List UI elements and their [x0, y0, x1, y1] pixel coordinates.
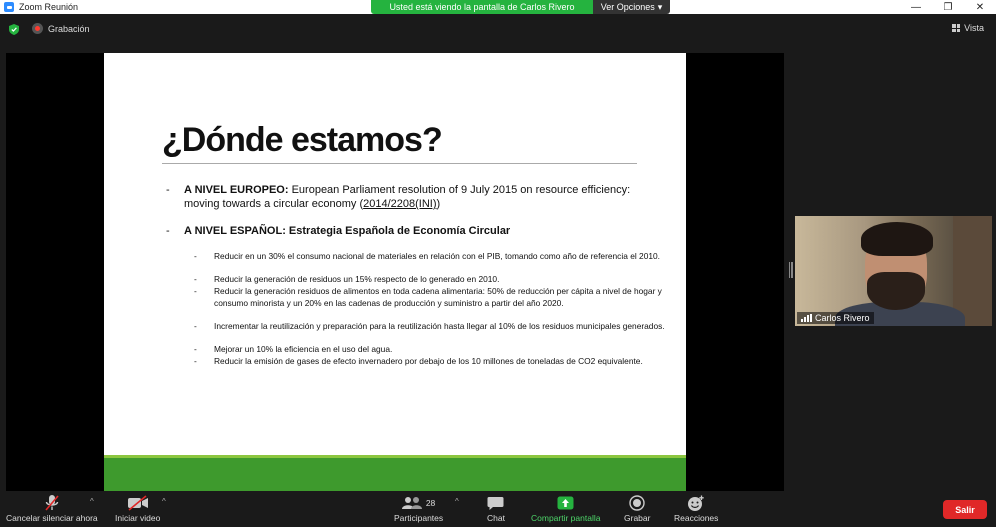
- video-camera-off-icon: [127, 495, 149, 511]
- view-label: Vista: [964, 23, 984, 33]
- window-controls: [900, 0, 996, 14]
- participants-button[interactable]: [394, 493, 443, 523]
- meeting-topbar: [0, 14, 996, 44]
- window-title: Zoom Reunión: [19, 2, 79, 12]
- record-dot-icon: [32, 23, 43, 34]
- resolution-link[interactable]: 2014/2208(INI): [363, 198, 437, 210]
- record-button[interactable]: [624, 493, 650, 523]
- participant-video-tile[interactable]: [795, 216, 992, 326]
- view-options-label: Ver Opciones: [600, 2, 655, 12]
- close-button[interactable]: ✕: [975, 1, 985, 13]
- recording-label: Grabación: [48, 23, 90, 34]
- unmute-button[interactable]: [6, 493, 98, 523]
- grid-view-icon: [952, 24, 960, 32]
- recording-indicator[interactable]: [32, 23, 90, 34]
- restore-button[interactable]: ❐: [943, 1, 953, 13]
- share-screen-label: Compartir pantalla: [531, 513, 601, 523]
- record-label: Grabar: [624, 513, 651, 523]
- share-banner-text: Usted está viendo la pantalla de Carlos Rivero: [371, 0, 593, 14]
- emoji-reaction-icon: [687, 495, 705, 512]
- meeting-toolbar: [0, 491, 996, 527]
- record-icon: [629, 495, 645, 511]
- slide-title: ¿Dónde estamos?: [162, 121, 442, 159]
- signal-bars-icon: [801, 314, 812, 322]
- view-button[interactable]: [952, 23, 984, 33]
- zoom-logo-icon: [4, 2, 14, 12]
- participants-count: 28: [425, 498, 436, 508]
- chat-label: Chat: [487, 513, 505, 523]
- audio-options-caret[interactable]: ^: [90, 497, 94, 506]
- start-video-button[interactable]: [115, 493, 160, 523]
- share-screen-icon: [557, 496, 574, 511]
- bullet-european-head: A NIVEL EUROPEO:: [184, 184, 289, 196]
- participants-options-caret[interactable]: ^: [455, 497, 459, 506]
- share-banner: [371, 0, 670, 14]
- panel-resize-handle[interactable]: [789, 262, 793, 278]
- slide-footer-band: [104, 458, 686, 491]
- minimize-button[interactable]: —: [911, 1, 921, 13]
- slide-divider: [162, 163, 637, 164]
- bullet-european-text: European Parliament resolution of 9 July 2015 on resource efficiency: moving towards a circular economy (: [184, 184, 631, 210]
- participant-name: Carlos Rivero: [815, 313, 870, 323]
- microphone-muted-icon: [44, 494, 60, 512]
- leave-button[interactable]: Salir: [943, 500, 987, 519]
- participants-icon: [402, 496, 422, 510]
- chevron-down-icon: ▾: [657, 1, 663, 12]
- reactions-label: Reacciones: [674, 513, 719, 523]
- start-video-label: Iniciar video: [115, 513, 161, 523]
- participant-name-tag: [797, 312, 874, 324]
- shared-slide: ¿Dónde estamos? - A NIVEL EUROPEO: European Parliament resolution of 9 July 2015 on resource efficiency: moving towards a circular economy (2014/2208(INI)) - A NIVEL ESPAÑOL: Estrategia Española de Economía Circular - Reducir en un 30% el consumo nacional de materiales en relación con el PIB, tomando como año de referencia el 2010. - Reducir la generación de residuos un 15% respecto de lo generado en 2010. - Reducir la generación residuos de alimentos en toda cadena alimentaria: 50% de reducción per cápita a nivel de hogar y consumo minorista y un 20% en las cadenas de producción y suministro a partir del año 2020. - Incrementar la reutilización y preparación para la reutilización hasta llegar al 10% de los residuos municipales generados. - Mejorar un 10% la eficiencia en el uso del agua. - Reducir la emisión de gases de efecto invernadero por debajo de los 10 millones de toneladas de CO2 equivalente.: [104, 53, 686, 491]
- chat-icon: [487, 496, 504, 511]
- bullet-spanish-head: A NIVEL ESPAÑOL: Estrategia Española de Economía Circular: [184, 225, 511, 237]
- unmute-label: Cancelar silenciar ahora: [6, 513, 98, 523]
- reactions-button[interactable]: [674, 493, 718, 523]
- video-options-caret[interactable]: ^: [162, 497, 166, 506]
- chat-button[interactable]: [487, 493, 505, 523]
- share-screen-button[interactable]: [531, 493, 600, 523]
- participants-label: Participantes: [394, 513, 444, 523]
- shield-icon[interactable]: [9, 24, 19, 35]
- view-options-button[interactable]: [593, 0, 670, 14]
